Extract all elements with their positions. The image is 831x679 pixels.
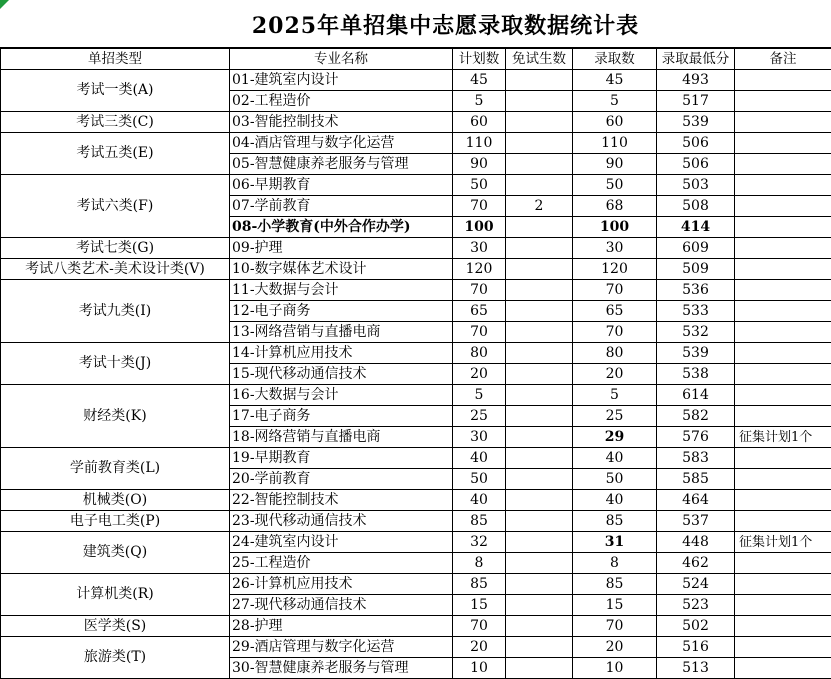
exempt-cell: [506, 490, 573, 511]
table-title: 2025年单招集中志愿录取数据统计表: [0, 9, 831, 40]
major-cell: 03-智能控制技术: [230, 112, 453, 133]
major-cell: 04-酒店管理与数字化运营: [230, 133, 453, 154]
admitted-cell: 29: [573, 427, 657, 448]
min-score-cell: 582: [657, 406, 735, 427]
exam-type-cell: 财经类(K): [1, 385, 230, 448]
header-plan: 计划数: [453, 49, 506, 70]
min-score-cell: 524: [657, 574, 735, 595]
min-score-cell: 538: [657, 364, 735, 385]
table-row: [1, 175, 831, 196]
admitted-cell: 20: [573, 364, 657, 385]
major-cell: 20-学前教育: [230, 469, 453, 490]
note-cell: [735, 469, 831, 490]
exempt-cell: [506, 301, 573, 322]
admitted-cell: 85: [573, 574, 657, 595]
exempt-cell: [506, 112, 573, 133]
plan-cell: 40: [453, 448, 506, 469]
table-row: [1, 511, 831, 532]
exam-type-cell: 旅游类(T): [1, 637, 230, 679]
min-score-cell: 502: [657, 616, 735, 637]
exempt-cell: 2: [506, 196, 573, 217]
exam-type-cell: 考试三类(C): [1, 112, 230, 133]
plan-cell: 15: [453, 595, 506, 616]
admitted-cell: 50: [573, 175, 657, 196]
major-cell: 08-小学教育(中外合作办学): [230, 217, 453, 238]
major-cell: 22-智能控制技术: [230, 490, 453, 511]
header-admitted: 录取数: [573, 49, 657, 70]
min-score-cell: 539: [657, 343, 735, 364]
min-score-cell: 513: [657, 658, 735, 679]
note-cell: [735, 637, 831, 658]
note-cell: [735, 259, 831, 280]
major-cell: 13-网络营销与直播电商: [230, 322, 453, 343]
note-cell: [735, 490, 831, 511]
min-score-cell: 506: [657, 133, 735, 154]
admitted-cell: 5: [573, 385, 657, 406]
table-row: [1, 448, 831, 469]
plan-cell: 65: [453, 301, 506, 322]
exempt-cell: [506, 280, 573, 301]
admitted-cell: 120: [573, 259, 657, 280]
note-cell: [735, 448, 831, 469]
admitted-cell: 80: [573, 343, 657, 364]
note-cell: [735, 385, 831, 406]
exam-type-cell: 学前教育类(L): [1, 448, 230, 490]
note-cell: [735, 196, 831, 217]
exempt-cell: [506, 238, 573, 259]
major-cell: 14-计算机应用技术: [230, 343, 453, 364]
exempt-cell: [506, 133, 573, 154]
min-score-cell: 509: [657, 259, 735, 280]
table-row: [1, 343, 831, 364]
major-cell: 01-建筑室内设计: [230, 70, 453, 91]
table-row: [1, 532, 831, 553]
note-cell: [735, 91, 831, 112]
plan-cell: 120: [453, 259, 506, 280]
major-cell: 25-工程造价: [230, 553, 453, 574]
header-row: [1, 49, 831, 70]
exempt-cell: [506, 343, 573, 364]
plan-cell: 70: [453, 616, 506, 637]
major-cell: 28-护理: [230, 616, 453, 637]
exempt-cell: [506, 448, 573, 469]
plan-cell: 5: [453, 91, 506, 112]
note-cell: [735, 175, 831, 196]
note-cell: [735, 154, 831, 175]
min-score-cell: 532: [657, 322, 735, 343]
cell-corner-marker: [0, 0, 9, 9]
note-cell: [735, 595, 831, 616]
exempt-cell: [506, 322, 573, 343]
table-row: [1, 574, 831, 595]
plan-cell: 70: [453, 196, 506, 217]
note-cell: [735, 112, 831, 133]
major-cell: 07-学前教育: [230, 196, 453, 217]
exam-type-cell: 考试六类(F): [1, 175, 230, 238]
note-cell: [735, 322, 831, 343]
table-row: [1, 133, 831, 154]
header-note: 备注: [735, 49, 831, 70]
table-body: [1, 70, 831, 679]
note-cell: [735, 574, 831, 595]
major-cell: 18-网络营销与直播电商: [230, 427, 453, 448]
admitted-cell: 45: [573, 70, 657, 91]
note-cell: [735, 301, 831, 322]
admitted-cell: 90: [573, 154, 657, 175]
plan-cell: 70: [453, 322, 506, 343]
note-cell: [735, 70, 831, 91]
plan-cell: 70: [453, 280, 506, 301]
major-cell: 23-现代移动通信技术: [230, 511, 453, 532]
plan-cell: 100: [453, 217, 506, 238]
exam-type-cell: 医学类(S): [1, 616, 230, 637]
major-cell: 05-智慧健康养老服务与管理: [230, 154, 453, 175]
exempt-cell: [506, 511, 573, 532]
note-cell: [735, 511, 831, 532]
exam-type-cell: 考试七类(G): [1, 238, 230, 259]
admitted-cell: 40: [573, 448, 657, 469]
admitted-cell: 20: [573, 637, 657, 658]
table-row: [1, 259, 831, 280]
table-row: [1, 112, 831, 133]
note-cell: [735, 343, 831, 364]
plan-cell: 50: [453, 175, 506, 196]
admitted-cell: 50: [573, 469, 657, 490]
exempt-cell: [506, 616, 573, 637]
plan-cell: 90: [453, 154, 506, 175]
plan-cell: 30: [453, 238, 506, 259]
min-score-cell: 533: [657, 301, 735, 322]
exam-type-cell: 电子电工类(P): [1, 511, 230, 532]
min-score-cell: 585: [657, 469, 735, 490]
note-cell: 征集计划1个: [735, 427, 831, 448]
admission-table: [0, 48, 831, 679]
table-row: [1, 280, 831, 301]
note-cell: [735, 238, 831, 259]
exempt-cell: [506, 427, 573, 448]
admitted-cell: 15: [573, 595, 657, 616]
header-exempt: 免试生数: [506, 49, 573, 70]
plan-cell: 50: [453, 469, 506, 490]
major-cell: 06-早期教育: [230, 175, 453, 196]
min-score-cell: 448: [657, 532, 735, 553]
major-cell: 11-大数据与会计: [230, 280, 453, 301]
exam-type-cell: 考试九类(I): [1, 280, 230, 343]
plan-cell: 85: [453, 511, 506, 532]
min-score-cell: 414: [657, 217, 735, 238]
min-score-cell: 517: [657, 91, 735, 112]
admitted-cell: 30: [573, 238, 657, 259]
admitted-cell: 60: [573, 112, 657, 133]
admitted-cell: 85: [573, 511, 657, 532]
exempt-cell: [506, 553, 573, 574]
exam-type-cell: 考试十类(J): [1, 343, 230, 385]
plan-cell: 30: [453, 427, 506, 448]
min-score-cell: 609: [657, 238, 735, 259]
plan-cell: 40: [453, 490, 506, 511]
note-cell: [735, 217, 831, 238]
min-score-cell: 462: [657, 553, 735, 574]
note-cell: [735, 280, 831, 301]
exempt-cell: [506, 469, 573, 490]
plan-cell: 25: [453, 406, 506, 427]
plan-cell: 20: [453, 364, 506, 385]
note-cell: [735, 133, 831, 154]
major-cell: 12-电子商务: [230, 301, 453, 322]
admitted-cell: 65: [573, 301, 657, 322]
major-cell: 30-智慧健康养老服务与管理: [230, 658, 453, 679]
major-cell: 27-现代移动通信技术: [230, 595, 453, 616]
exempt-cell: [506, 91, 573, 112]
major-cell: 17-电子商务: [230, 406, 453, 427]
header-min-score: 录取最低分: [657, 49, 735, 70]
plan-cell: 80: [453, 343, 506, 364]
plan-cell: 110: [453, 133, 506, 154]
exam-type-cell: 考试八类艺术-美术设计类(V): [1, 259, 230, 280]
exempt-cell: [506, 637, 573, 658]
major-cell: 02-工程造价: [230, 91, 453, 112]
major-cell: 15-现代移动通信技术: [230, 364, 453, 385]
note-cell: 征集计划1个: [735, 532, 831, 553]
plan-cell: 32: [453, 532, 506, 553]
exempt-cell: [506, 385, 573, 406]
admitted-cell: 70: [573, 280, 657, 301]
exempt-cell: [506, 574, 573, 595]
min-score-cell: 523: [657, 595, 735, 616]
major-cell: 19-早期教育: [230, 448, 453, 469]
major-cell: 29-酒店管理与数字化运营: [230, 637, 453, 658]
table-row: [1, 637, 831, 658]
exempt-cell: [506, 259, 573, 280]
exam-type-cell: 建筑类(Q): [1, 532, 230, 574]
title-bar: [0, 0, 831, 48]
admitted-cell: 5: [573, 91, 657, 112]
table-row: [1, 385, 831, 406]
min-score-cell: 464: [657, 490, 735, 511]
min-score-cell: 576: [657, 427, 735, 448]
exempt-cell: [506, 595, 573, 616]
admitted-cell: 68: [573, 196, 657, 217]
exam-type-cell: 机械类(O): [1, 490, 230, 511]
plan-cell: 60: [453, 112, 506, 133]
table-row: [1, 616, 831, 637]
exempt-cell: [506, 364, 573, 385]
major-cell: 16-大数据与会计: [230, 385, 453, 406]
exam-type-cell: 考试一类(A): [1, 70, 230, 112]
exempt-cell: [506, 154, 573, 175]
note-cell: [735, 406, 831, 427]
plan-cell: 20: [453, 637, 506, 658]
admitted-cell: 25: [573, 406, 657, 427]
exempt-cell: [506, 532, 573, 553]
major-cell: 24-建筑室内设计: [230, 532, 453, 553]
header-major: 专业名称: [230, 49, 453, 70]
min-score-cell: 539: [657, 112, 735, 133]
plan-cell: 85: [453, 574, 506, 595]
major-cell: 09-护理: [230, 238, 453, 259]
exempt-cell: [506, 658, 573, 679]
table-row: [1, 70, 831, 91]
admitted-cell: 70: [573, 322, 657, 343]
header-type: 单招类型: [1, 49, 230, 70]
major-cell: 26-计算机应用技术: [230, 574, 453, 595]
plan-cell: 5: [453, 385, 506, 406]
exempt-cell: [506, 406, 573, 427]
note-cell: [735, 658, 831, 679]
min-score-cell: 493: [657, 70, 735, 91]
major-cell: 10-数字媒体艺术设计: [230, 259, 453, 280]
admitted-cell: 100: [573, 217, 657, 238]
note-cell: [735, 616, 831, 637]
min-score-cell: 536: [657, 280, 735, 301]
table-row: [1, 238, 831, 259]
plan-cell: 10: [453, 658, 506, 679]
admitted-cell: 110: [573, 133, 657, 154]
exempt-cell: [506, 217, 573, 238]
admitted-cell: 8: [573, 553, 657, 574]
plan-cell: 45: [453, 70, 506, 91]
note-cell: [735, 553, 831, 574]
note-cell: [735, 364, 831, 385]
exempt-cell: [506, 175, 573, 196]
min-score-cell: 503: [657, 175, 735, 196]
min-score-cell: 506: [657, 154, 735, 175]
plan-cell: 8: [453, 553, 506, 574]
exempt-cell: [506, 70, 573, 91]
admitted-cell: 40: [573, 490, 657, 511]
min-score-cell: 614: [657, 385, 735, 406]
admitted-cell: 31: [573, 532, 657, 553]
admitted-cell: 70: [573, 616, 657, 637]
exam-type-cell: 考试五类(E): [1, 133, 230, 175]
min-score-cell: 516: [657, 637, 735, 658]
min-score-cell: 583: [657, 448, 735, 469]
exam-type-cell: 计算机类(R): [1, 574, 230, 616]
min-score-cell: 508: [657, 196, 735, 217]
min-score-cell: 537: [657, 511, 735, 532]
table-row: [1, 490, 831, 511]
admitted-cell: 10: [573, 658, 657, 679]
